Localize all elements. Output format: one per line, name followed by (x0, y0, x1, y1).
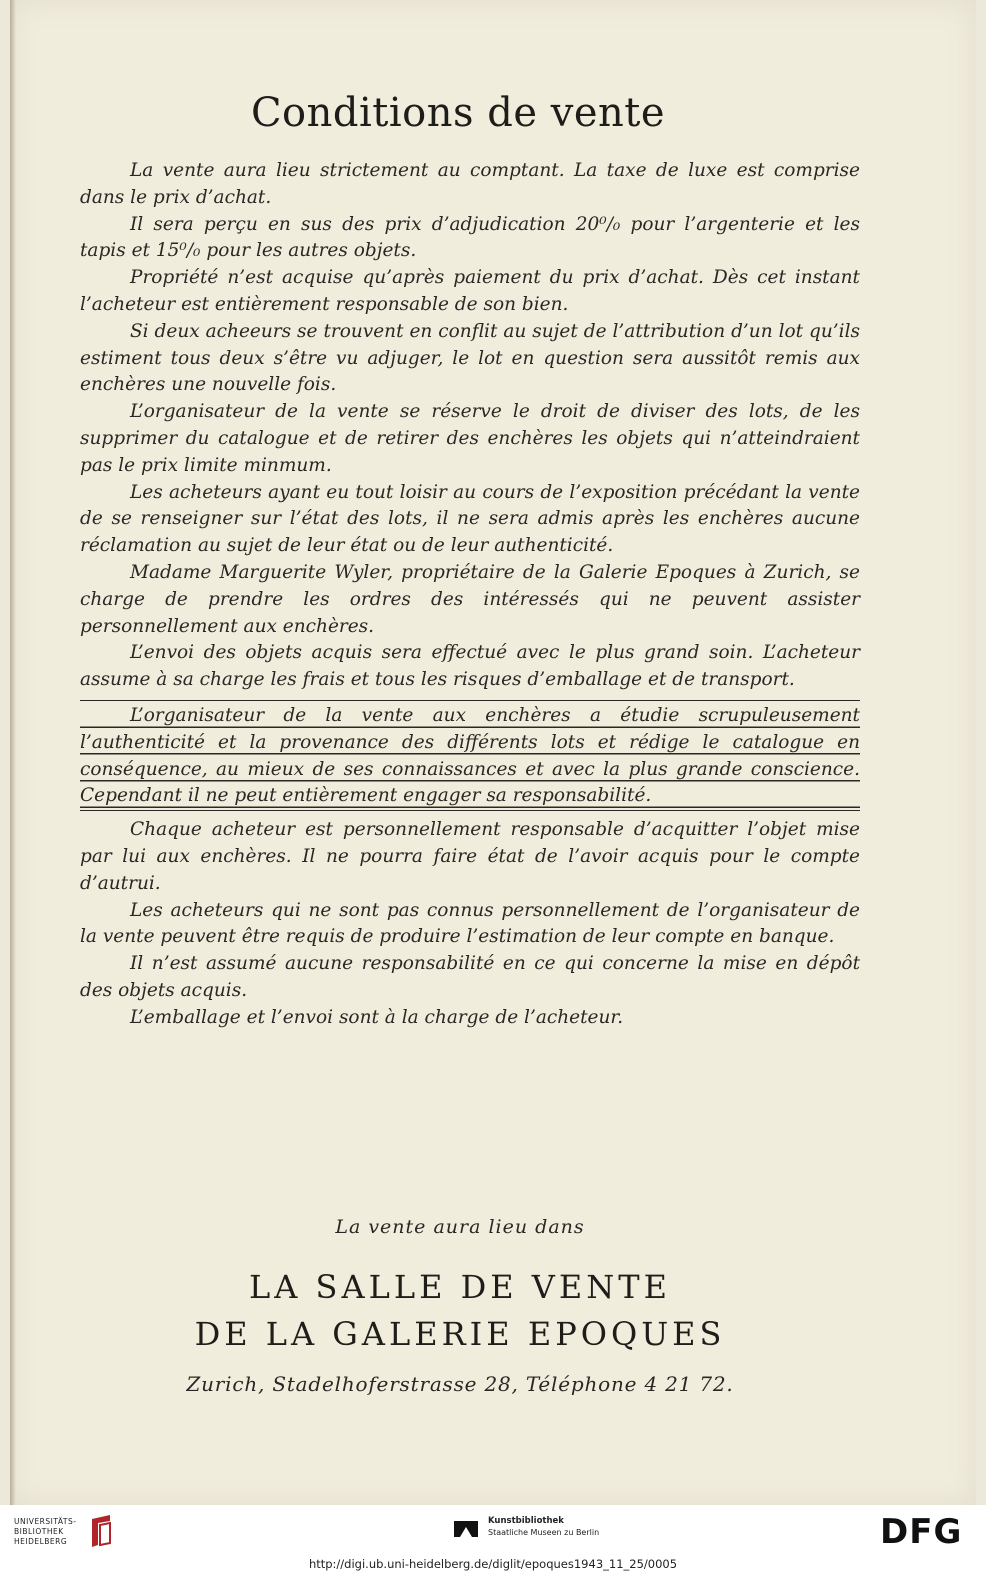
conditions-text (80, 158, 860, 1032)
viewer-footer (0, 1505, 986, 1577)
ub-emblem-icon (86, 1513, 116, 1549)
page-title: Conditions de vente (250, 90, 666, 136)
paragraph: Il n’est assumé aucune responsabilité en ce qui concerne la mise en dépôt des objets acquis. (80, 953, 860, 1001)
scanned-page (10, 0, 976, 1505)
venue-name-line1: LA SALLE DE VENTE (249, 1268, 671, 1306)
dfg-text: DFG (880, 1512, 963, 1549)
paragraph: Madame Marguerite Wyler, propriétaire de la Galerie Epoques à Zurich, se charge de prendre les ordres des intéressés qui ne peuvent assister personnellement aux enchères. (80, 561, 860, 637)
paragraph: Les acheteurs ayant eu tout loisir au cours de l’exposition précédant la vente de se renseigner sur l’état des lots, il ne sera admis après les enchères aucune réclamation au sujet de leur état ou de leur authenticité. (80, 481, 860, 557)
paragraph: Propriété n’est acquise qu’après paiement du prix d’achat. Dès cet instant l’acheteur est entièrement responsable de son bien. (80, 267, 860, 315)
paragraph: L’emballage et l’envoi sont à la charge de l’acheteur. (130, 1006, 624, 1028)
kunstbibliothek-logo-icon[interactable] (452, 1515, 480, 1543)
dfg-logo[interactable] (878, 1511, 974, 1549)
venue-address: Zurich, Stadelhoferstrasse 28, Téléphone 4 21 72. (186, 1372, 734, 1396)
paragraph: Chaque acheteur est personnellement responsable d’acquitter l’objet mise par lui aux enchères. Il ne pourra faire état de l’avoir acquis pour le compte d’autrui. (80, 819, 860, 894)
ub-logo-line: UNIVERSITÄTS- (14, 1517, 77, 1526)
paragraph: L’envoi des objets acquis sera effectué avec le plus grand soin. L’acheteur assume à sa charge les frais et tous les risques d’emballage et de transport. (80, 642, 860, 691)
venue-name-line2: DE LA GALERIE EPOQUES (194, 1315, 726, 1353)
paragraph: La vente aura lieu strictement au comptant. La taxe de luxe est comprise dans le prix d’achat. (80, 160, 860, 208)
ub-logo-line: HEIDELBERG (14, 1537, 68, 1546)
ub-logo-line: BIBLIOTHEK (14, 1527, 64, 1536)
kunstbibliothek-label (488, 1515, 599, 1538)
kb-name: Kunstbibliothek (488, 1516, 564, 1526)
venue-intro: La vente aura lieu dans (335, 1216, 585, 1238)
ub-heidelberg-logo[interactable] (14, 1517, 76, 1547)
paragraph: Les acheteurs qui ne sont pas connus personnellement de l’organisateur de la vente peuvent être requis de produire l’estimation de leur compte en banque. (80, 899, 860, 948)
paragraph: L’organisateur de la vente se réserve le droit de diviser des lots, de les supprimer du catalogue et de retirer des enchères les objets qui n’atteindraient pas le prix limite minmum. (80, 401, 860, 476)
paragraph: Si deux acheeurs se trouvent en conflit au sujet de l’attribution d’un lot qu’ils estiment tous deux s’être vu adjuger, le lot en question sera aussitôt remis aux enchères une nouvelle fois. (80, 320, 860, 396)
permalink-url[interactable]: http://digi.ub.uni-heidelberg.de/diglit/epoques1943_11_25/0005 (308, 1557, 678, 1571)
underlined-disclaimer: L’organisateur de la vente aux enchères a étudie scrupuleusement l’authenticité et la provenance des différents lots et rédige le catalogue en conséquence, au mieux de ses connaissances et avec la plus grande conscience. Cependant il ne peut entièrement engager sa responsabilité. (80, 700, 860, 811)
kb-sub: Staatliche Museen zu Berlin (488, 1528, 600, 1537)
paragraph: Il sera perçu en sus des prix d’adjudication 20⁰/₀ pour l’argenterie et les tapis et 15⁰/₀ pour les autres objets. (80, 213, 860, 262)
